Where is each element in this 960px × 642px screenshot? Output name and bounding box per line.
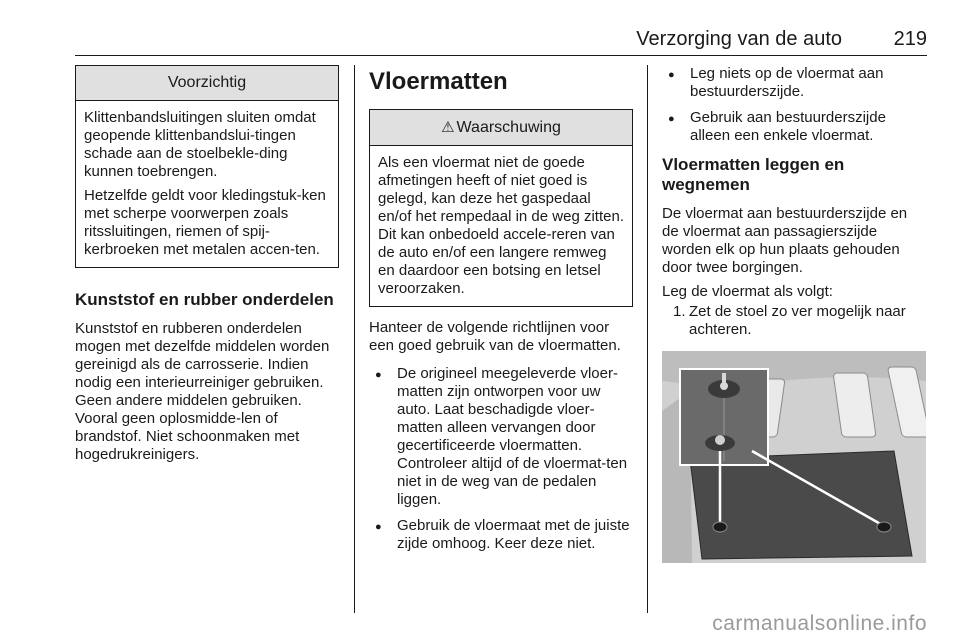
floor-mat (690, 451, 912, 559)
floor-mat-illustration (662, 351, 926, 563)
step-item (673, 303, 926, 339)
running-header-title: Verzorging van de auto (636, 28, 842, 50)
plastic-section-text: Kunststof en rubberen onderdelen mogen met dezelfde middelen worden gereinigd als de carrosserie. Indien nodig een interieurreiniger gebruiken. Geen andere middelen gebruiken. Vooral geen oplosmidde-len of brandstof. Niet schoonmaken met hogedrukreinigers. (75, 320, 330, 463)
step-text: Zet de stoel zo ver mogelijk naar achteren. (689, 303, 906, 338)
caution-box-body (76, 101, 338, 267)
steps-intro: Leg de vloermat als volgt: (662, 283, 833, 300)
header-divider (75, 55, 927, 56)
warning-text: Als een vloermat niet de goede afmetingen heeft of niet goed is gelegd, kan deze het gaspedaal en/of het rempedaal in de weg zitten. Dit kan onbedoeld accele-reren van de auto en/of een langere remweg en daardoor een botsing en letsel veroorzaken. (378, 154, 624, 297)
caution-box (75, 65, 339, 268)
retainer-clip (705, 435, 735, 451)
page-number: 219 (893, 28, 927, 50)
warning-title-text: Waarschuwing (456, 119, 561, 136)
section-heading-laying: Vloermatten leggen en wegnemen (662, 155, 845, 194)
floor-mats-bullets-b (662, 65, 926, 145)
list-item: ● De origineel meegeleverde vloer-matten zijn ontworpen voor uw auto. Laat beschadigde vloer-matten alleen vervangen door gecertificeerde vloermatten. Controleer altijd of de vloermat-ten niet in de weg van de pedalen liggen. (397, 365, 633, 509)
warning-box-title (370, 110, 632, 146)
list-item: ● Leg niets op de vloermat aan bestuurderszijde. (690, 65, 926, 101)
column-divider-1 (354, 65, 355, 613)
floor-mats-intro: Hanteer de volgende richtlijnen voor een goed gebruik van de vloermatten. (369, 319, 621, 354)
section-heading-floor-mats: Vloermatten (369, 68, 508, 95)
column-3 (662, 65, 926, 568)
caution-paragraph: Klittenbandsluitingen sluiten omdat geopende klittenbandslui-tingen schade aan de stoelbekle-ding kunnen toebrengen. (84, 109, 316, 180)
steps-list (662, 303, 926, 339)
laying-section-text: De vloermat aan bestuurderszijde en de vloermat aan passagierszijde worden elk op hun plaats gehouden door twee borgingen. (662, 205, 908, 276)
caution-paragraph: Hetzelfde geldt voor kledingstuk-ken met scherpe voorwerpen zoals ritssluitingen, riemen of spij-kerbroeken met metalen accen-ten. (84, 187, 326, 258)
watermark: carmanualsonline.info (712, 612, 927, 635)
list-item: ● Gebruik de vloermaat met de juiste zijde omhoog. Keer deze niet. (397, 517, 633, 553)
warning-box-body (370, 146, 632, 306)
column-1 (75, 65, 339, 470)
floor-mats-bullets-a (369, 365, 633, 553)
list-item: ● Gebruik aan bestuurderszijde alleen een enkele vloermat. (690, 109, 926, 145)
step-number: 1. (673, 303, 686, 320)
column-2 (369, 65, 633, 561)
caution-box-title: Voorzichtig (76, 66, 338, 101)
section-heading-plastic: Kunststof en rubber onderdelen (75, 290, 334, 309)
warning-triangle-icon: ⚠ (441, 119, 455, 136)
column-divider-2 (647, 65, 648, 613)
warning-box (369, 109, 633, 307)
